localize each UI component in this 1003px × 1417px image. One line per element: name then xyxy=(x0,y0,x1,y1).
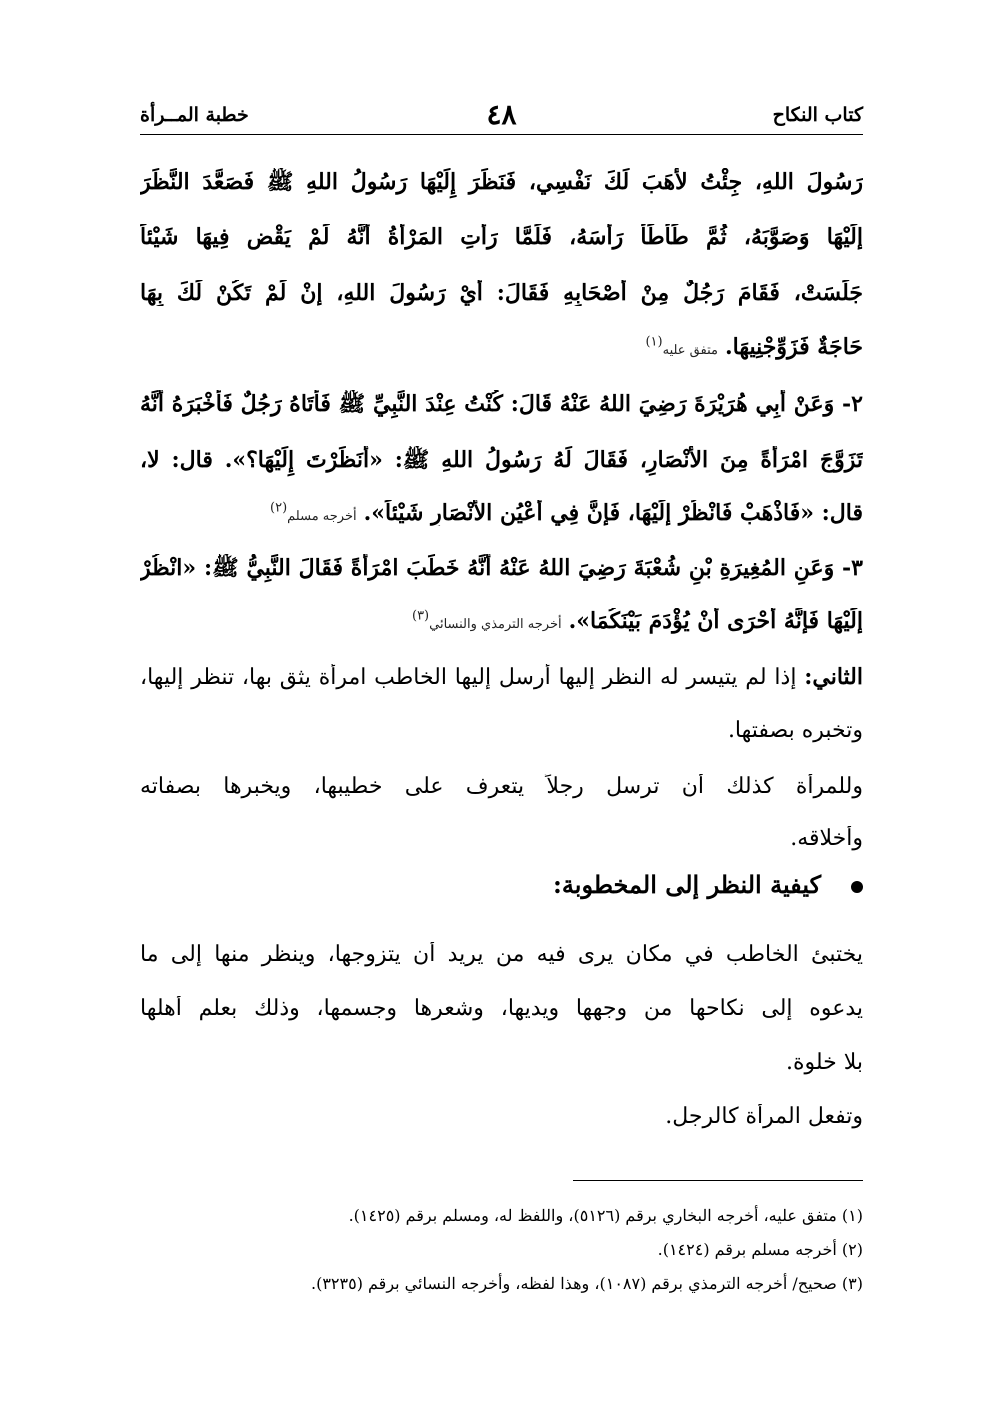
hadith3-reference: أخرجه الترمذي والنسائي xyxy=(429,617,562,632)
footnote-marker-3: (٣) xyxy=(411,608,430,624)
bullet-icon xyxy=(851,881,863,893)
page-header xyxy=(140,100,863,135)
section-heading-text: كيفية النظر إلى المخطوبة: xyxy=(553,870,821,899)
hadith3-end-text: إِلَيْهَا فَإِنَّهُ أَحْرَى أَنْ يُؤْدَمَ بَيْنَكُمَا». xyxy=(568,608,863,634)
hadith2-reference: أخرجه مسلم xyxy=(287,509,357,524)
book-title: كتاب النكاح xyxy=(772,104,863,126)
woman-paragraph-line2: وأخلاقه. xyxy=(790,826,863,851)
second-method-line1 xyxy=(140,664,863,690)
hadith2-end-text: قال: «فَاذْهَبْ فَانْظُرْ إِلَيْهَا، فَإِنَّ فِي أَعْيُنِ الأَنْصَارِ شَيْئاً». xyxy=(363,500,863,526)
hadith1-line3: جَلَسَتْ، فَقَامَ رَجُلٌ مِنْ أَصْحَابِهِ فَقَالَ: أَيْ رَسُولَ اللهِ، إِنْ لَمْ تَكُنْ لَكَ بِهَا xyxy=(140,280,863,306)
second-method-label: الثاني: xyxy=(804,664,863,690)
hadith3-line2 xyxy=(140,608,863,634)
how-paragraph-line3: بلا خلوة. xyxy=(785,1050,863,1075)
second-method-line2: وتخبره بصفتها. xyxy=(727,718,863,743)
hadith2-line1: ٢- وَعَنْ أَبِي هُرَيْرَةَ رَضِيَ اللهُ عَنْهُ قَالَ: كُنْتُ عِنْدَ النَّبِيِّ ﷺ فَأَتَاهُ رَجُلٌ فَأَخْبَرَهُ أَنَّهُ xyxy=(140,391,863,417)
footnote-3: (٣) صحيح/ أخرجه الترمذي برقم (١٠٨٧)، وهذا لفظه، وأخرجه النسائي برقم (٣٢٣٥). xyxy=(310,1274,863,1293)
hadith3-line1: ٣- وَعَنِ المُغِيرَةِ بْنِ شُعْبَةَ رَضِيَ اللهُ عَنْهُ أَنَّهُ خَطَبَ امْرَأَةً فَقَالَ النَّبِيُّ ﷺ: «انْظُرْ xyxy=(140,555,863,581)
page-number: ٤٨ xyxy=(486,98,517,131)
hadith1-end-text: حَاجَةٌ فَزَوِّجْنِيهَا. xyxy=(724,334,863,360)
section-heading xyxy=(553,870,863,899)
last-line: وتفعل المرأة كالرجل. xyxy=(665,1104,863,1129)
woman-paragraph-line1: وللمرأة كذلك أن ترسل رجلاً يتعرف على خطيبها، ويخبرها بصفاته xyxy=(140,774,863,799)
footnote-divider xyxy=(573,1180,863,1181)
hadith1-line1: رَسُولَ اللهِ، جِئْتُ لأَهَبَ لَكَ نَفْسِي، فَنَظَرَ إِلَيْهَا رَسُولُ اللهِ ﷺ فَصَعَّدَ النَّظَرَ xyxy=(140,169,863,195)
footnote-marker-2: (٢) xyxy=(270,500,288,516)
hadith1-line2: إِلَيْهَا وَصَوَّبَهُ، ثُمَّ طَأْطَأَ رَأْسَهُ، فَلَمَّا رَأَتِ المَرْأَةُ أَنَّهُ لَمْ يَقْضِ فِيهَا شَيْئاً xyxy=(140,224,863,250)
second-method-text: إذا لم يتيسر له النظر إليها أرسل إليها الخاطب امرأة يثق بها، تنظر إليها، xyxy=(140,665,797,690)
chapter-title: خطبة المــرأة xyxy=(140,104,249,126)
hadith2-line2: تَزَوَّجَ امْرَأَةً مِنَ الأَنْصَارِ، فَقَالَ لَهُ رَسُولُ اللهِ ﷺ: «أَنَظَرْتَ إِلَيْهَا؟». قال: لا، xyxy=(140,447,863,473)
hadith1-reference: متفق عليه xyxy=(662,343,718,358)
how-paragraph-line2: يدعوه إلى نكاحها من وجهها ويديها، وشعرها وجسمها، وذلك بعلم أهلها xyxy=(140,996,863,1021)
footnote-1: (١) متفق عليه، أخرجه البخاري برقم (٥١٢٦)، واللفظ له، ومسلم برقم (١٤٢٥). xyxy=(348,1206,863,1225)
hadith2-line3 xyxy=(140,500,863,526)
footnote-marker-1: (١) xyxy=(645,334,663,350)
footnote-2: (٢) أخرجه مسلم برقم (١٤٢٤). xyxy=(657,1240,863,1259)
hadith1-line4 xyxy=(140,334,863,360)
how-paragraph-line1: يختبئ الخاطب في مكان يرى فيه من يريد أن يتزوجها، وينظر منها إلى ما xyxy=(140,942,863,967)
